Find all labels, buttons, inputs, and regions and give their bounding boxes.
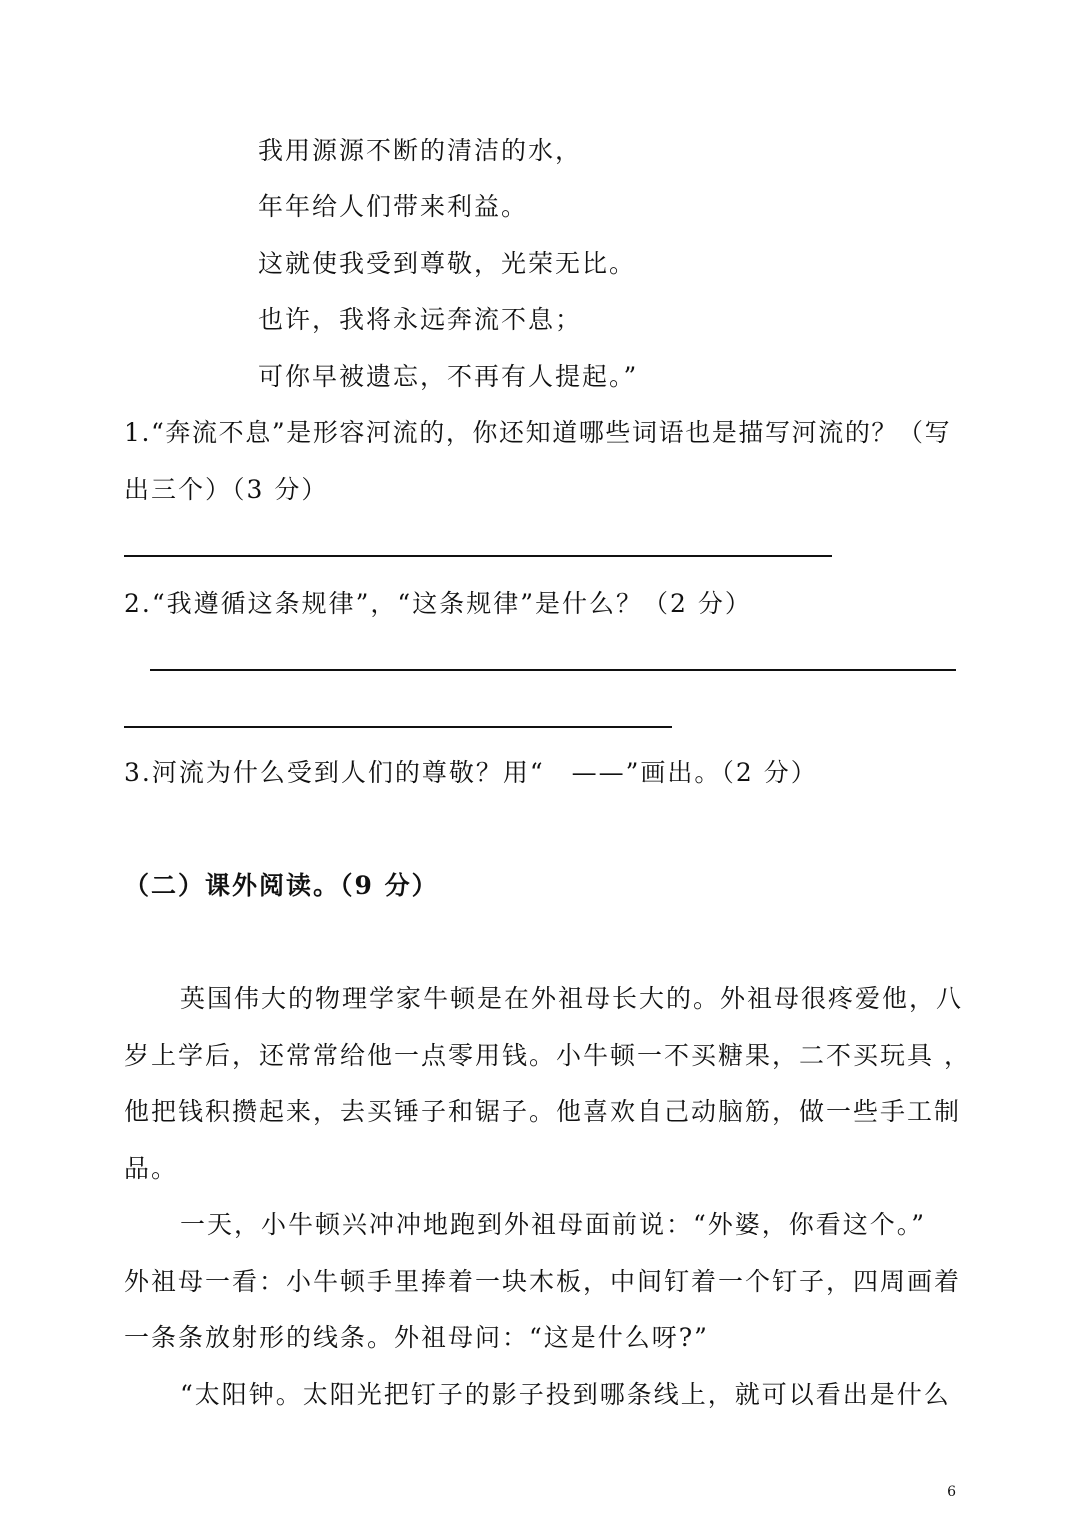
passage-line-2: 岁上学后，还常常给他一点零用钱。小牛顿一不买糖果，二不买玩具 ，	[124, 1041, 971, 1070]
question-2: 2.“我遵循这条规律”，“这条规律”是什么？（2 分）	[124, 589, 752, 618]
question-1-line-1: 1.“奔流不息”是形容河流的，你还知道哪些词语也是描写河流的？（写	[124, 418, 952, 447]
answer-line-2a[interactable]	[150, 669, 956, 671]
passage-line-7: 一条条放射形的线条。外祖母问：“这是什么呀?”	[124, 1323, 709, 1352]
answer-line-1[interactable]	[124, 555, 832, 557]
question-1-line-2: 出三个）（3 分）	[124, 475, 329, 504]
page-number: 6	[947, 1484, 956, 1500]
passage-line-3: 他把钱积攒起来，去买锤子和锯子。他喜欢自己动脑筋，做一些手工制	[124, 1097, 962, 1126]
passage-line-8: “太阳钟。太阳光把钉子的影子投到哪条线上，就可以看出是什么	[180, 1380, 951, 1409]
answer-line-2b[interactable]	[124, 726, 672, 728]
passage-line-5: 一天，小牛顿兴冲冲地跑到外祖母面前说：“外婆，你看这个。”	[180, 1210, 927, 1239]
poem-line-3: 这就使我受到尊敬，光荣无比。	[258, 249, 637, 278]
poem-line-1: 我用源源不断的清洁的水，	[258, 136, 583, 165]
section-heading: （二）课外阅读。（9 分）	[124, 871, 439, 900]
passage-line-1: 英国伟大的物理学家牛顿是在外祖母长大的。外祖母很疼爱他，八	[180, 984, 964, 1013]
passage-line-4: 品。	[124, 1154, 179, 1183]
poem-line-2: 年年给人们带来利益。	[258, 192, 529, 221]
passage-line-6: 外祖母一看：小牛顿手里捧着一块木板，中间钉着一个钉子，四周画着	[124, 1267, 962, 1296]
question-3: 3.河流为什么受到人们的尊敬？用“ ——”画出。（2 分）	[124, 758, 818, 787]
poem-line-5: 可你早被遗忘，不再有人提起。”	[258, 362, 639, 391]
poem-line-4: 也许，我将永远奔流不息；	[258, 305, 583, 334]
